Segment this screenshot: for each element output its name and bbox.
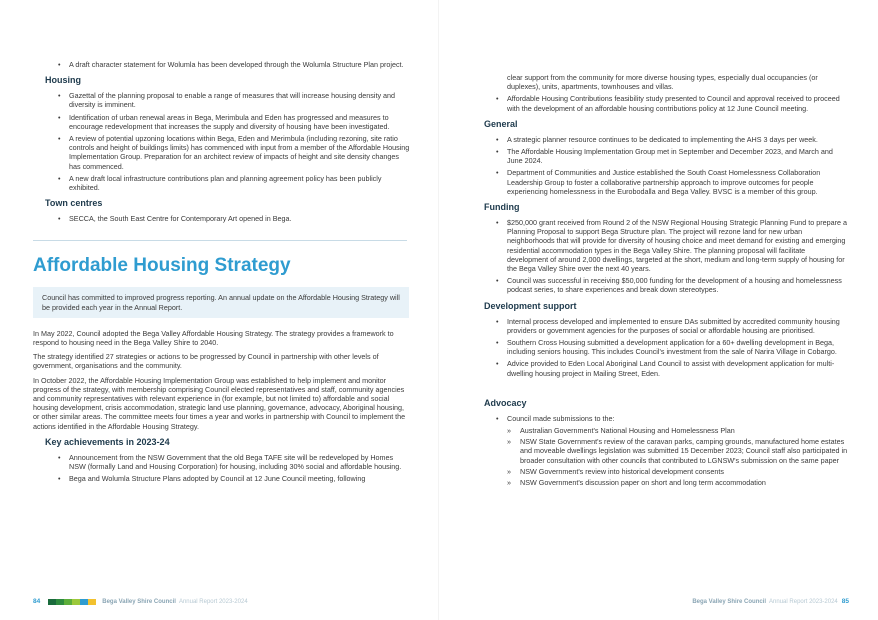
page-gutter: [438, 0, 439, 620]
list-item: • $250,000 grant received from Round 2 of the NSW Regional Housing Strategic Planning Fund to prepare a Planning Proposal to support Bega Structure plan. The project will rezone land for new urban neighborhoods that will provide for diversity of housing choice and meet demand for existing and emerging residential accommodation types in the Bega Valley Shire. The planning proposal will facilitate development of around 2,000 dwellings, targeted at the short, medium and long-term supply of housing for the Bega Valley Shire over the next 40 years.: [496, 218, 848, 273]
funding-bullet-list: [496, 218, 848, 295]
right-footer: [692, 598, 849, 606]
list-item: • Southern Cross Housing submitted a development application for a 60+ dwelling development in Bega, including seniors housing. This includes Council's investment from the sale of Narira Village in Cobargo.: [496, 338, 848, 356]
report-name: Annual Report 2023-2024: [178, 599, 248, 605]
page-number: 85: [841, 598, 849, 605]
advocacy-lead-text: Council made submissions to the:: [507, 413, 615, 423]
town-centres-heading: Town centres: [45, 198, 103, 209]
sub-list-item: » Australian Government's National Housing and Homelessness Plan: [507, 426, 848, 435]
list-item: • Affordable Housing Contributions feasibility study presented to Council and approval received to proceed with the development of an affordable housing contributions policy at 12 June Council meeting.: [496, 94, 848, 112]
housing-bullet-list: [58, 91, 411, 192]
list-item: • Announcement from the NSW Government that the old Bega TAFE site will be redeveloped by Homes NSW (formally Land and Housing Corporation) for housing, including 30% social and affordable housing.: [58, 453, 411, 471]
report-name: Annual Report 2023-2024: [769, 599, 838, 605]
body-paragraph: The strategy identified 27 strategies or actions to be progressed by Council in partnership with other levels of government, organisations and the community.: [33, 352, 379, 371]
sub-list-item: » NSW Government's discussion paper on short and long term accommodation: [507, 478, 848, 487]
continued-bullet-list: [496, 94, 848, 112]
spacer: [484, 381, 848, 392]
colour-swatch: [88, 599, 96, 605]
section-divider: [33, 240, 407, 241]
development-support-bullet-list: [496, 317, 848, 378]
section-title: Affordable Housing Strategy: [33, 255, 291, 277]
progress-callout: Council has committed to improved progress reporting. An annual update on the Affordable Housing Strategy will be provided each year in the Annual Report.: [33, 287, 409, 317]
key-achievements-heading: Key achievements in 2023-24: [45, 436, 170, 447]
body-paragraph: In October 2022, the Affordable Housing Implementation Group was established to help implement and monitor progress of the strategy, with membership comprising Council elected representatives and staff, community agencies and community representatives with relevant experience in (for example, but not limited to) affordable and social housing development, crisis accommodation, strategic land use planning, governance, advocacy, Aboriginal housing, or other similar areas. The committee meets four times a year and works in partnership with Council to implement the actions identified in the Affordable Housing Strategy.: [33, 375, 406, 431]
colour-swatch: [48, 599, 56, 605]
advocacy-bullet-list: [496, 414, 848, 487]
list-item: • Advice provided to Eden Local Aboriginal Land Council to assist with development application for multi-dwelling housing project in Mailing Street, Eden.: [496, 359, 848, 377]
right-page-column: [484, 73, 848, 490]
list-item: • Internal process developed and implemented to ensure DAs submitted by accredited community housing providers or government agencies for the purposes of social or affordable housing are prioritised.: [496, 317, 848, 335]
general-heading: General: [484, 118, 518, 129]
left-footer: [33, 598, 252, 606]
list-item: • Identification of urban renewal areas in Bega, Merimbula and Eden has progressed and measures to encourage redevelopment that increases the supply and diversity of housing have been investigated.: [58, 113, 411, 131]
organisation-name: Bega Valley Shire Council: [102, 599, 176, 605]
brand-colour-strip: [48, 599, 96, 605]
general-bullet-list: [496, 135, 848, 196]
list-item: [496, 414, 848, 487]
sub-list-item: » NSW Government's review into historical development consents: [507, 467, 848, 476]
funding-heading: Funding: [484, 202, 520, 213]
list-item: • A draft character statement for Wolumla has been developed through the Wolumla Structure Plan project.: [58, 60, 411, 69]
colour-swatch: [80, 599, 88, 605]
key-achievements-bullet-list: [58, 453, 411, 484]
colour-swatch: [64, 599, 72, 605]
body-paragraph: In May 2022, Council adopted the Bega Valley Affordable Housing Strategy. The strategy provides a framework to respond to housing need in the Bega Valley Shire to 2040.: [33, 328, 394, 348]
colour-swatch: [72, 599, 80, 605]
organisation-name: Bega Valley Shire Council: [692, 599, 767, 605]
intro-bullet-list: [58, 60, 411, 69]
advocacy-sub-list: [507, 426, 848, 487]
list-item: • A review of potential upzoning locations within Bega, Eden and Merimbula (including rezoning, site ratio controls and height of buildings limits) has commenced with input from a member of the Affordable Housing Implementation Group. Preparation for an architect review of impacts of height and site density changes has commenced.: [58, 134, 411, 171]
list-item: • Council was successful in receiving $50,000 funding for the development of a housing and homelessness podcast series, to share experiences and break down stereotypes.: [496, 276, 848, 294]
advocacy-heading: Advocacy: [484, 397, 527, 408]
page-number: 84: [33, 598, 41, 605]
colour-swatch: [56, 599, 64, 605]
list-item: • SECCA, the South East Centre for Contemporary Art opened in Bega.: [58, 214, 411, 223]
housing-heading: Housing: [45, 75, 81, 86]
list-item: • The Affordable Housing Implementation Group met in September and December 2023, and March and June 2024.: [496, 147, 848, 165]
list-item: • A strategic planner resource continues to be dedicated to implementing the AHS 3 days per week.: [496, 135, 848, 144]
sub-list-item: » NSW State Government's review of the caravan parks, camping grounds, manufactured home estates and moveable dwellings legislation was submitted 15 December 2023; Council staff also participated in broader consultation with other councils that contributed to LGNSW's submission on the same paper: [507, 437, 848, 465]
left-page-column: [33, 60, 411, 486]
list-item: • Bega and Wolumla Structure Plans adopted by Council at 12 June Council meeting, following: [58, 474, 411, 483]
list-item: • A new draft local infrastructure contributions plan and planning agreement policy has been publicly exhibited.: [58, 174, 411, 192]
continued-text: clear support from the community for more diverse housing types, especially dual occupancies (or duplexes), units, apartments, townhouses and villas.: [507, 73, 818, 92]
development-support-heading: Development support: [484, 300, 577, 311]
list-item: • Department of Communities and Justice established the South Coast Homelessness Collaboration Leadership Group to foster a collaborative partnership approach to improve outcomes for people experiencing homelessness in the Eurobodalla and Bega Valley. BVSC is a member of this group.: [496, 168, 848, 196]
town-centres-bullet-list: [58, 214, 411, 223]
list-item: • Gazettal of the planning proposal to enable a range of measures that will increase housing density and diversity is imminent.: [58, 91, 411, 109]
